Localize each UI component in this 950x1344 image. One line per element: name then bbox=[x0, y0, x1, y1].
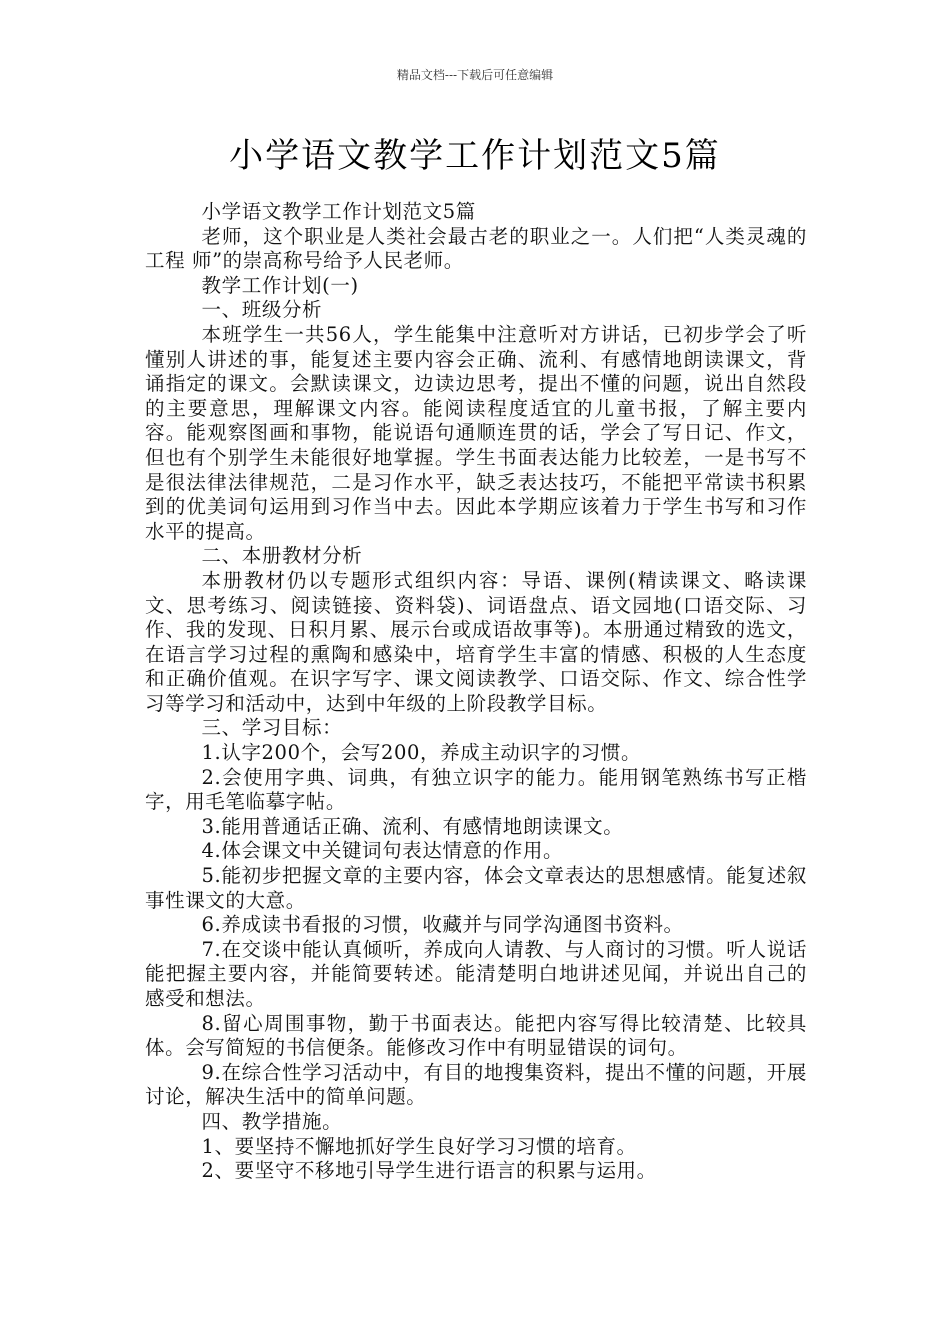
list-item: 4.体会课文中关键词句表达情意的作用。 bbox=[201, 839, 564, 863]
paragraph: 本册教材仍以专题形式组织内容：导语、课例(精读课文、略读课文、思考练习、阅读链接、资料袋)、词语盘点、语文园地(口语交际、习作、我的发现、日积月累、展示台或成语故事等)。本册通过精致的选文，在语言学习过程的熏陶和感染中，培育学生丰富的情感、积极的人生态度和正确价值观。在识字写字、课文阅读教学、口语交际、作文、综合性学习等学习和活动中，达到中年级的上阶段教学目标。 bbox=[145, 568, 807, 715]
list-item: 7.在交谈中能认真倾听，养成向人请教、与人商讨的习惯。听人说话能把握主要内容，并能简要转述。能清楚明白地讲述见闻，并说出自己的感受和想法。 bbox=[145, 937, 807, 1010]
page-header-note: 精品文档---下载后可任意编辑 bbox=[396, 68, 554, 82]
paragraph: 小学语文教学工作计划范文5篇 bbox=[201, 200, 476, 223]
list-item: 3.能用普通话正确、流利、有感情地朗读课文。 bbox=[201, 814, 624, 838]
document-body bbox=[145, 200, 807, 1184]
section-heading: 三、学习目标： bbox=[201, 716, 343, 740]
section-heading: 四、教学措施。 bbox=[201, 1109, 343, 1133]
list-item: 1、要坚持不懈地抓好学生良好学习习惯的培育。 bbox=[201, 1134, 637, 1158]
list-item: 2、要坚守不移地引导学生进行语言的积累与运用。 bbox=[201, 1159, 657, 1183]
list-item: 6.养成读书看报的习惯，收藏并与同学沟通图书资料。 bbox=[201, 913, 684, 937]
list-item: 9.在综合性学习活动中，有目的地搜集资料，提出不懂的问题，开展讨论，解决生活中的简单问题。 bbox=[145, 1060, 807, 1109]
paragraph: 老师，这个职业是人类社会最古老的职业之一。人们把“人类灵魂的工程 师”的崇高称号给予人民老师。 bbox=[145, 224, 807, 273]
document-title: 小学语文教学工作计划范文5篇 bbox=[229, 136, 721, 176]
list-item: 2.会使用字典、词典，有独立识字的能力。能用钢笔熟练书写正楷字，用毛笔临摹字帖。 bbox=[145, 765, 807, 814]
section-heading: 一、班级分析 bbox=[201, 298, 323, 322]
list-item: 1.认字200个，会写200，养成主动识字的习惯。 bbox=[201, 741, 642, 765]
section-heading: 二、本册教材分析 bbox=[201, 544, 363, 568]
paragraph: 本班学生一共56人，学生能集中注意听对方讲话，已初步学会了听懂别人讲述的事，能复述主要内容会正确、流利、有感情地朗读课文，背诵指定的课文。会默读课文，边读边思考，提出不懂的问题，说出自然段的主要意思，理解课文内容。能阅读程度适宜的儿童书报，了解主要内容。能观察图画和事物，能说语句通顺连贯的话，学会了写日记、作文，但也有个别学生未能很好地掌握。学生书面表达能力比较差，一是书写不是很法律法律规范，二是习作水平，缺乏表达技巧，不能把平常读书积累到的优美词句运用到习作当中去。因此本学期应该着力于学生书写和习作水平的提高。 bbox=[145, 322, 807, 543]
list-item: 8.留心周围事物，勤于书面表达。能把内容写得比较清楚、比较具体。会写简短的书信便条。能修改习作中有明显错误的词句。 bbox=[145, 1011, 807, 1060]
section-heading: 教学工作计划(一) bbox=[201, 273, 359, 297]
list-item: 5.能初步把握文章的主要内容，体会文章表达的思想感情。能复述叙事性课文的大意。 bbox=[145, 864, 807, 912]
